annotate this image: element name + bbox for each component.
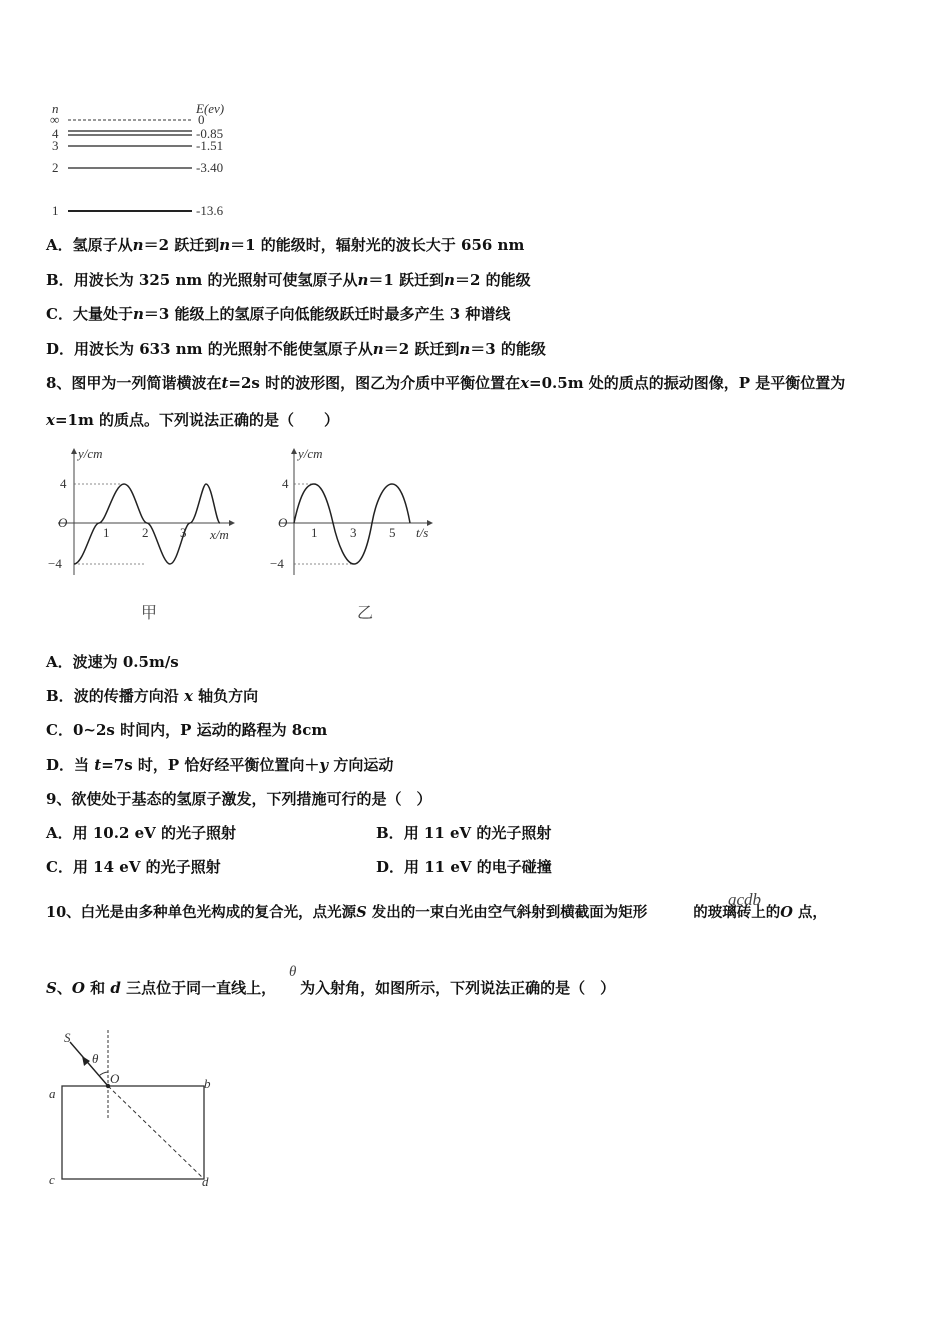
level-n-3: 3 — [52, 138, 59, 153]
q7-option-a: A．氢原子从n＝2 跃迁到n＝1 的能级时，辐射光的波长大于 656 nm — [46, 236, 525, 254]
caption-a: 甲 — [141, 603, 158, 622]
incident-ray — [70, 1042, 108, 1086]
q9-stem: 9、欲使处于基态的氢原子激发，下列措施可行的是（ ） — [46, 790, 432, 808]
q7-option-d: D．用波长为 633 nm 的光照射不能使氢原子从n＝2 跃迁到n＝3 的能级 — [46, 340, 546, 358]
xlabel-b: t/s — [416, 525, 429, 540]
q10-stem-line2: S、O 和 d 三点位于同一直线上， 为入射角，如图所示，下列说法正确的是（ ） — [46, 979, 616, 997]
n-header: n — [52, 101, 59, 116]
origin-b: O — [278, 515, 288, 530]
ylabel-a: y/cm — [78, 446, 103, 461]
q7-option-b: B．用波长为 325 nm 的光照射可使氢原子从n＝1 跃迁到n＝2 的能级 — [46, 271, 531, 289]
dashed-line-od — [108, 1086, 204, 1179]
level-n-2: 2 — [52, 160, 59, 175]
level-n-4: 4 — [52, 126, 59, 141]
vibration-curve-b — [294, 484, 410, 564]
xlabel-a: x/m — [210, 527, 229, 542]
xtick-a-3: 3 — [180, 525, 187, 540]
caption-b: 乙 — [357, 603, 374, 622]
q9-option-c: C．用 14 eV 的光子照射 — [46, 858, 221, 876]
xtick-b-1: 1 — [311, 525, 318, 540]
label-d: d — [202, 1174, 209, 1189]
vibration-graph-b — [270, 445, 450, 585]
level-e-1: -13.6 — [196, 203, 224, 218]
label-s: S — [64, 1030, 71, 1045]
q8-stem-line1: 8、图甲为一列简谐横波在t=2s 时的波形图，图乙为介质中平衡位置在x=0.5m 处的质点的振动图像，P 是平衡位置为 — [46, 374, 846, 392]
q8-option-c: C．0~2s 时间内，P 运动的路程为 8cm — [46, 721, 328, 739]
level-e-inf: 0 — [198, 112, 205, 127]
rect-name-acdb: acdb — [728, 890, 762, 909]
level-n-inf: ∞ — [50, 112, 60, 127]
ytick-pos-b: 4 — [282, 476, 289, 491]
label-a: a — [49, 1086, 56, 1101]
label-b: b — [204, 1076, 211, 1091]
xtick-b-3: 3 — [350, 525, 357, 540]
ytick-pos-a: 4 — [60, 476, 67, 491]
label-theta: θ — [92, 1051, 99, 1066]
ytick-neg-b: −4 — [270, 556, 284, 571]
q8-option-a: A．波速为 0.5m/s — [46, 653, 179, 671]
ytick-neg-a: −4 — [48, 556, 62, 571]
ylabel-b: y/cm — [298, 446, 323, 461]
energy-level-diagram — [44, 100, 244, 222]
xtick-a-1: 1 — [103, 525, 110, 540]
energy-header: E(ev) — [196, 101, 225, 116]
q8-option-b: B．波的传播方向沿 x 轴负方向 — [46, 687, 259, 705]
wave-curve-a — [74, 484, 220, 564]
q10-stem-line1: 10、白光是由多种单色光构成的复合光，点光源S 发出的一束白光由空气斜射到横截面为矩形 的玻璃砖上的O 点， — [46, 904, 827, 921]
level-e-4: -0.85 — [196, 126, 224, 141]
q8-option-d: D．当 t=7s 时，P 恰好经平衡位置向＋y 方向运动 — [46, 756, 394, 774]
q9-option-b: B．用 11 eV 的光子照射 — [376, 824, 552, 842]
wave-graph-a — [44, 445, 254, 585]
q8-stem-line2: x=1m 的质点。下列说法正确的是（ ） — [46, 411, 340, 429]
glass-brick-figure — [44, 1028, 224, 1193]
label-o: O — [110, 1071, 120, 1086]
xtick-b-5: 5 — [389, 525, 396, 540]
q7-option-c: C．大量处于n＝3 能级上的氢原子向低能级跃迁时最多产生 3 种谱线 — [46, 305, 511, 323]
rectangle-acdb — [62, 1086, 204, 1179]
angle-arc — [99, 1072, 108, 1076]
level-n-1: 1 — [52, 203, 59, 218]
q9-option-d: D．用 11 eV 的电子碰撞 — [376, 858, 552, 876]
xtick-a-2: 2 — [142, 525, 149, 540]
level-e-2: -3.40 — [196, 160, 224, 175]
theta-symbol: θ — [289, 964, 297, 980]
q9-option-a: A．用 10.2 eV 的光子照射 — [46, 824, 237, 842]
label-c: c — [49, 1172, 55, 1187]
level-e-3: -1.51 — [196, 138, 224, 153]
origin-a: O — [58, 515, 68, 530]
